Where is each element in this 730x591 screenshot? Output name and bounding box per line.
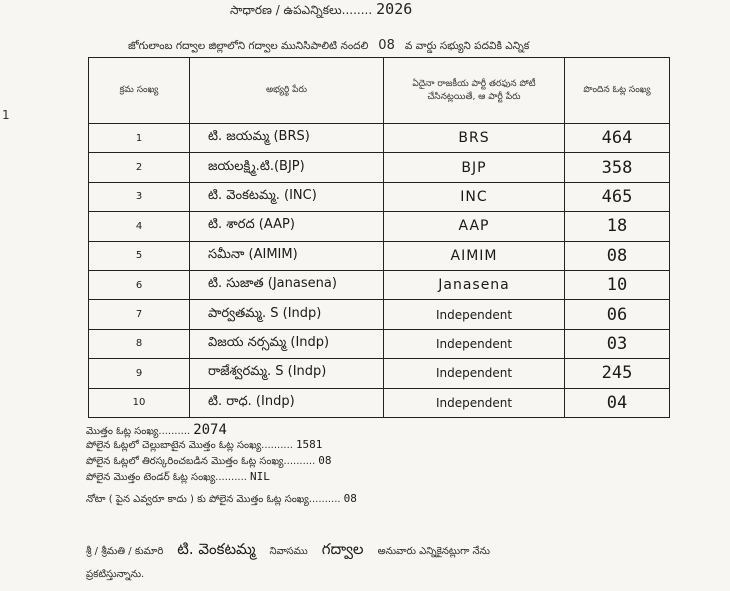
title-label: సాధారణ / ఉపఎన్నికలు........	[230, 3, 373, 17]
table-header-row	[89, 58, 670, 124]
table-row	[89, 359, 670, 388]
row-candidate-name: జయలక్ష్మి.టి.(BJP)	[190, 153, 384, 182]
row-party: Independent	[384, 388, 565, 417]
row-votes: 06	[565, 300, 670, 329]
row-party: BRS	[384, 124, 565, 153]
valid-votes-line	[86, 438, 322, 453]
table-row	[89, 182, 670, 211]
row-party: INC	[384, 182, 565, 211]
row-votes: 465	[565, 182, 670, 211]
subtitle-before: జోగులాంబ గద్వాల జిల్లాలోని గద్వాల మునిసిపాలిటి నందలి	[128, 40, 369, 52]
row-sno: 10	[89, 388, 190, 417]
row-candidate-name: రాజేశ్వరమ్మ. S (Indp)	[190, 359, 384, 388]
row-votes: 08	[565, 241, 670, 270]
row-candidate-name: టి. రాధ. (Indp)	[190, 388, 384, 417]
rejected-votes-label: పోలైన ఓట్లలో తిరస్కరించబడిన మొత్తం ఓట్ల సంఖ్య..........	[86, 456, 316, 467]
total-votes-label: మొత్తం ఓట్ల సంఖ్య..........	[86, 426, 191, 437]
table-row	[89, 300, 670, 329]
results-table	[88, 57, 670, 418]
residence-label: నివాసము	[269, 546, 308, 557]
declaration-line-2: ప్రకటిస్తున్నాను.	[86, 569, 145, 580]
row-party: Janasena	[384, 270, 565, 299]
subtitle-after: వ వార్డు సభ్యుని పదవికి ఎన్నిక	[404, 40, 530, 52]
tendered-votes-label: పోలైన మొత్తం టెండర్ ఓట్ల సంఖ్య..........	[86, 472, 247, 483]
row-sno: 5	[89, 241, 190, 270]
row-party: AAP	[384, 212, 565, 241]
row-sno: 1	[89, 124, 190, 153]
ward-subtitle	[128, 38, 529, 55]
row-votes: 464	[565, 124, 670, 153]
row-votes: 10	[565, 270, 670, 299]
row-votes: 04	[565, 388, 670, 417]
table-row	[89, 270, 670, 299]
header-votes: పొందిన ఓట్ల సంఖ్య	[565, 58, 670, 124]
row-party: BJP	[384, 153, 565, 182]
table-row	[89, 329, 670, 358]
tendered-votes-value: NIL	[249, 470, 270, 483]
row-sno: 7	[89, 300, 190, 329]
row-candidate-name: టి. సుజాత (Janasena)	[190, 270, 384, 299]
row-candidate-name: పార్వతమ్మ. S (Indp)	[190, 300, 384, 329]
row-candidate-name: టి. జయమ్మ (BRS)	[190, 124, 384, 153]
nota-votes-line	[86, 492, 357, 507]
nota-votes-value: 08	[343, 492, 357, 505]
row-party: Independent	[384, 300, 565, 329]
row-sno: 6	[89, 270, 190, 299]
row-sno: 2	[89, 153, 190, 182]
row-sno: 3	[89, 182, 190, 211]
valid-votes-value: 1581	[295, 438, 323, 451]
tendered-votes-line	[86, 470, 270, 485]
declaration-suffix: అనువారు ఎన్నికైనట్లుగా నేను	[377, 546, 490, 557]
total-votes-line	[86, 422, 227, 439]
table-row	[89, 153, 670, 182]
residence-value: గద్వాల	[321, 540, 364, 558]
table-row	[89, 241, 670, 270]
rejected-votes-line	[86, 454, 332, 469]
header-sno: క్రమ సంఖ్య	[89, 58, 190, 124]
rejected-votes-value: 08	[318, 454, 332, 467]
header-party: ఏదైనా రాజకీయ పార్టీ తరఫున పోటీ చేసినట్లయితే, ఆ పార్టీ పేరు	[384, 58, 565, 124]
row-votes: 358	[565, 153, 670, 182]
row-sno: 4	[89, 212, 190, 241]
row-votes: 18	[565, 212, 670, 241]
row-votes: 245	[565, 359, 670, 388]
row-votes: 03	[565, 329, 670, 358]
row-party: Independent	[384, 329, 565, 358]
table-row	[89, 388, 670, 417]
winner-name: టి. వెంకటమ్మ	[177, 540, 256, 558]
header-name: అభ్యర్థి పేరు	[190, 58, 384, 124]
table-row	[89, 124, 670, 153]
title-year: 2026	[376, 0, 413, 18]
row-candidate-name: టి. శారద (AAP)	[190, 212, 384, 241]
declaration-prefix: శ్రీ / శ్రీమతి / కుమారి	[86, 546, 164, 557]
valid-votes-label: పోలైన ఓట్లలో చెల్లుబాటైన మొత్తం ఓట్ల సంఖ్య..........	[86, 440, 293, 451]
row-candidate-name: సమీనా (AIMIM)	[190, 241, 384, 270]
total-votes-value: 2074	[193, 422, 227, 438]
row-party: Independent	[384, 359, 565, 388]
ward-number: 08	[378, 38, 395, 53]
edge-mark: 1	[2, 108, 10, 122]
table-row	[89, 212, 670, 241]
row-candidate-name: విజయ నర్సమ్మ (Indp)	[190, 329, 384, 358]
row-candidate-name: టి. వెంకటమ్మ. (INC)	[190, 182, 384, 211]
declaration-line	[86, 540, 490, 562]
nota-votes-label: నోటా ( పైన ఎవ్వరూ కాదు ) కు పోలైన మొత్తం ఓట్ల సంఖ్య..........	[86, 494, 341, 505]
row-sno: 8	[89, 329, 190, 358]
page-title	[230, 0, 412, 20]
row-sno: 9	[89, 359, 190, 388]
row-party: AIMIM	[384, 241, 565, 270]
